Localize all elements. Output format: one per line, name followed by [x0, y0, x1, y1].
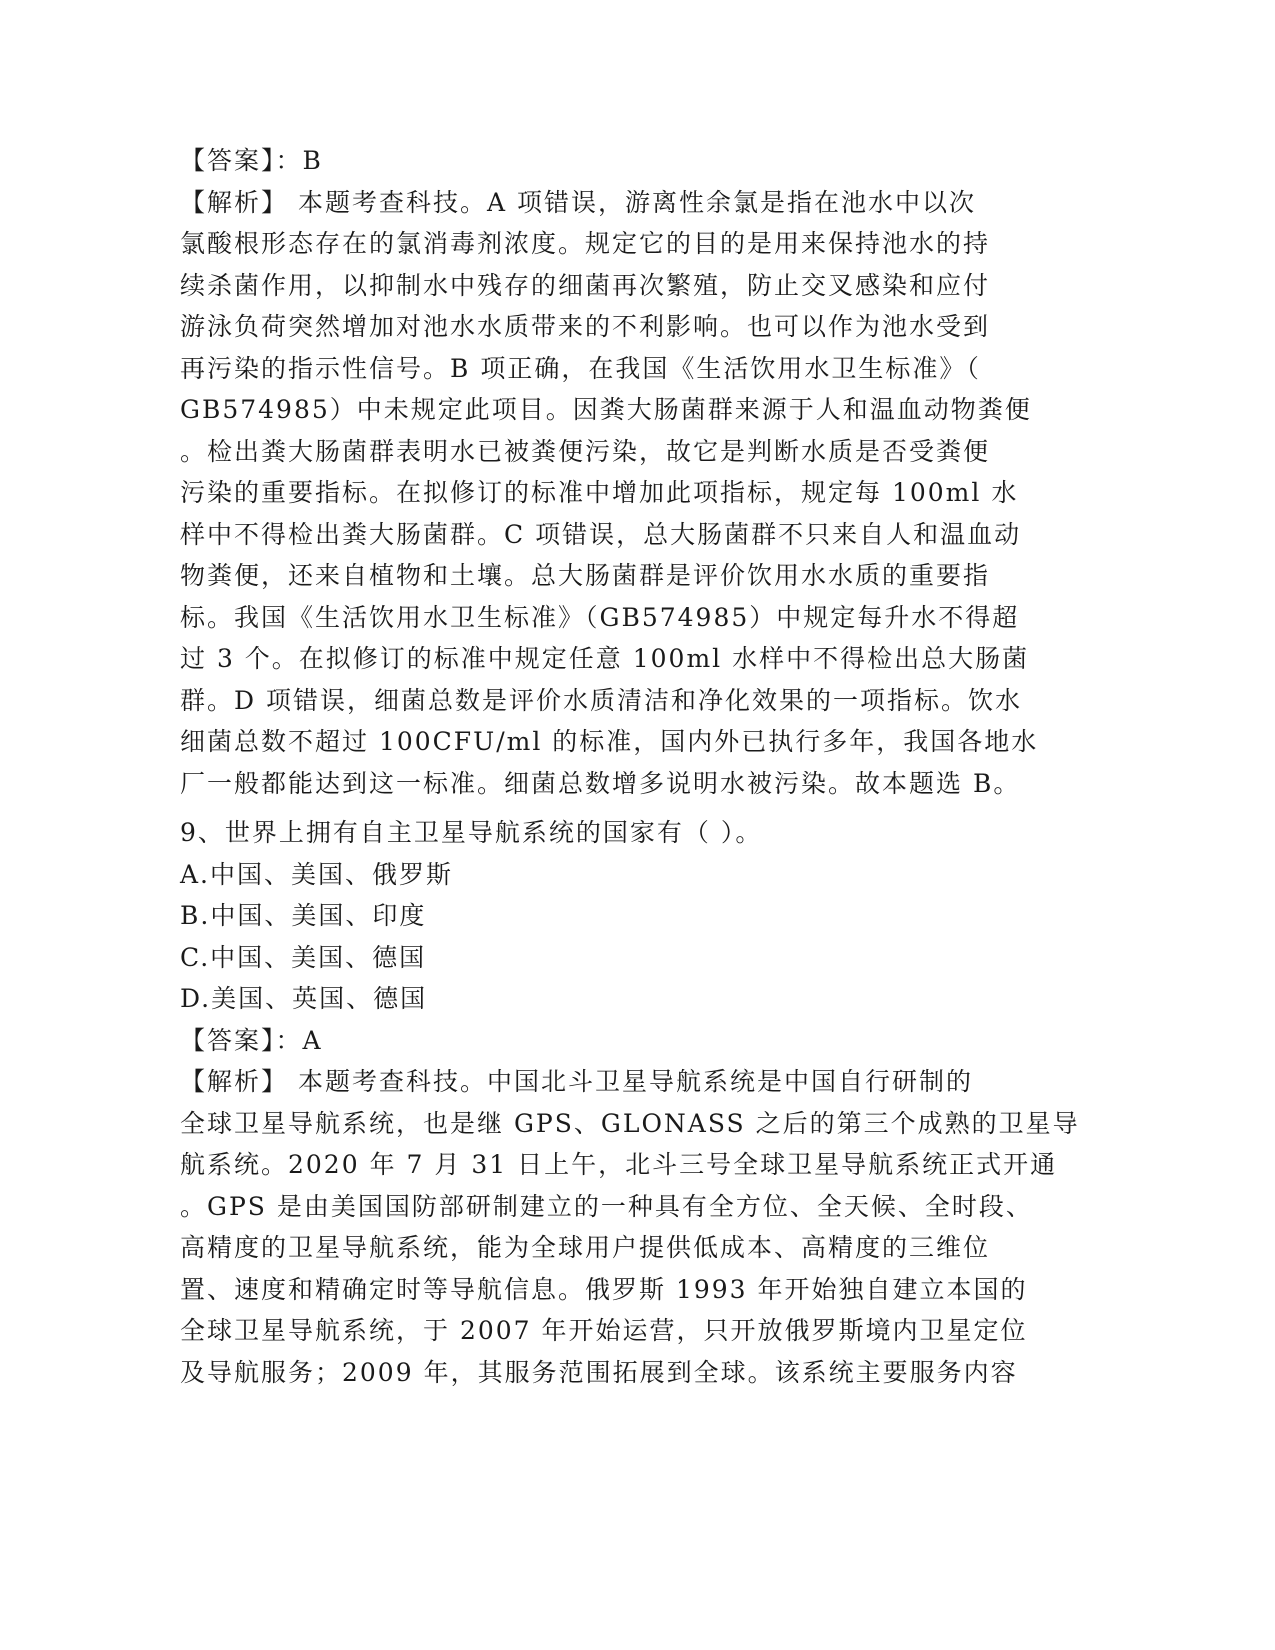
analysis-line: 过 3 个。在拟修订的标准中规定任意 100ml 水样中不得检出总大肠菌 [180, 644, 1030, 673]
analysis-line: 。检出粪大肠菌群表明水已被粪便污染，故它是判断水质是否受粪便 [180, 436, 991, 466]
analysis-line: 样中不得检出粪大肠菌群。C 项错误，总大肠菌群不只来自人和温血动 [180, 519, 1022, 549]
analysis-line: 全球卫星导航系统，于 2007 年开始运营，只开放俄罗斯境内卫星定位 [180, 1316, 1028, 1345]
analysis-line: 物粪便，还来自植物和土壤。总大肠菌群是评价饮用水水质的重要指 [180, 561, 991, 590]
option-d: D.美国、英国、德国 [180, 984, 428, 1013]
analysis-line: 污染的重要指标。在拟修订的标准中增加此项指标，规定每 100ml 水 [180, 478, 1019, 507]
analysis-line: 【解析】 本题考查科技。中国北斗卫星导航系统是中国自行研制的 [180, 1067, 973, 1096]
analysis-line: 标。我国《生活饮用水卫生标准》（GB574985）中规定每升水不得超 [180, 602, 1020, 632]
option-c: C.中国、美国、德国 [180, 942, 427, 972]
analysis-line: 高精度的卫星导航系统，能为全球用户提供低成本、高精度的三维位 [180, 1233, 991, 1262]
analysis-line: 【解析】 本题考查科技。A 项错误，游离性余氯是指在池水中以次 [180, 187, 976, 217]
answer-line: 【答案】：B [180, 146, 323, 175]
analysis-line: 群。D 项错误，细菌总数是评价水质清洁和净化效果的一项指标。饮水 [180, 685, 1022, 715]
analysis-line: 置、速度和精确定时等导航信息。俄罗斯 1993 年开始独自建立本国的 [180, 1274, 1028, 1304]
analysis-line: 。GPS 是由美国国防部研制建立的一种具有全方位、全天候、全时段、 [180, 1191, 1033, 1221]
option-b: B.中国、美国、印度 [180, 901, 427, 930]
option-a: A.中国、美国、俄罗斯 [180, 859, 454, 889]
analysis-line: 及导航服务；2009 年，其服务范围拓展到全球。该系统主要服务内容 [180, 1357, 1018, 1387]
analysis-line: 全球卫星导航系统，也是继 GPS、GLONASS 之后的第三个成熟的卫星导 [180, 1108, 1080, 1138]
analysis-line: GB574985）中未规定此项目。因粪大肠菌群来源于人和温血动物粪便 [180, 395, 1032, 424]
document-content [180, 140, 1080, 1393]
analysis-line: 游泳负荷突然增加对池水水质带来的不利影响。也可以作为池水受到 [180, 312, 991, 341]
analysis-line: 航系统。2020 年 7 月 31 日上午，北斗三号全球卫星导航系统正式开通 [180, 1150, 1058, 1179]
analysis-line: 细菌总数不超过 100CFU/ml 的标准，国内外已执行多年，我国各地水 [180, 727, 1039, 756]
analysis-line: 厂一般都能达到这一标准。细菌总数增多说明水被污染。故本题选 B。 [180, 768, 1021, 798]
analysis-line: 氯酸根形态存在的氯消毒剂浓度。规定它的目的是用来保持池水的持 [180, 229, 991, 258]
analysis-line: 再污染的指示性信号。B 项正确，在我国《生活饮用水卫生标准》（ [180, 353, 981, 383]
question-stem: 9、世界上拥有自主卫星导航系统的国家有（ ）。 [180, 818, 763, 847]
analysis-line: 续杀菌作用，以抑制水中残存的细菌再次繁殖，防止交叉感染和应付 [180, 270, 991, 300]
answer-line: 【答案】：A [180, 1025, 323, 1055]
paragraph-gap [180, 804, 1040, 812]
